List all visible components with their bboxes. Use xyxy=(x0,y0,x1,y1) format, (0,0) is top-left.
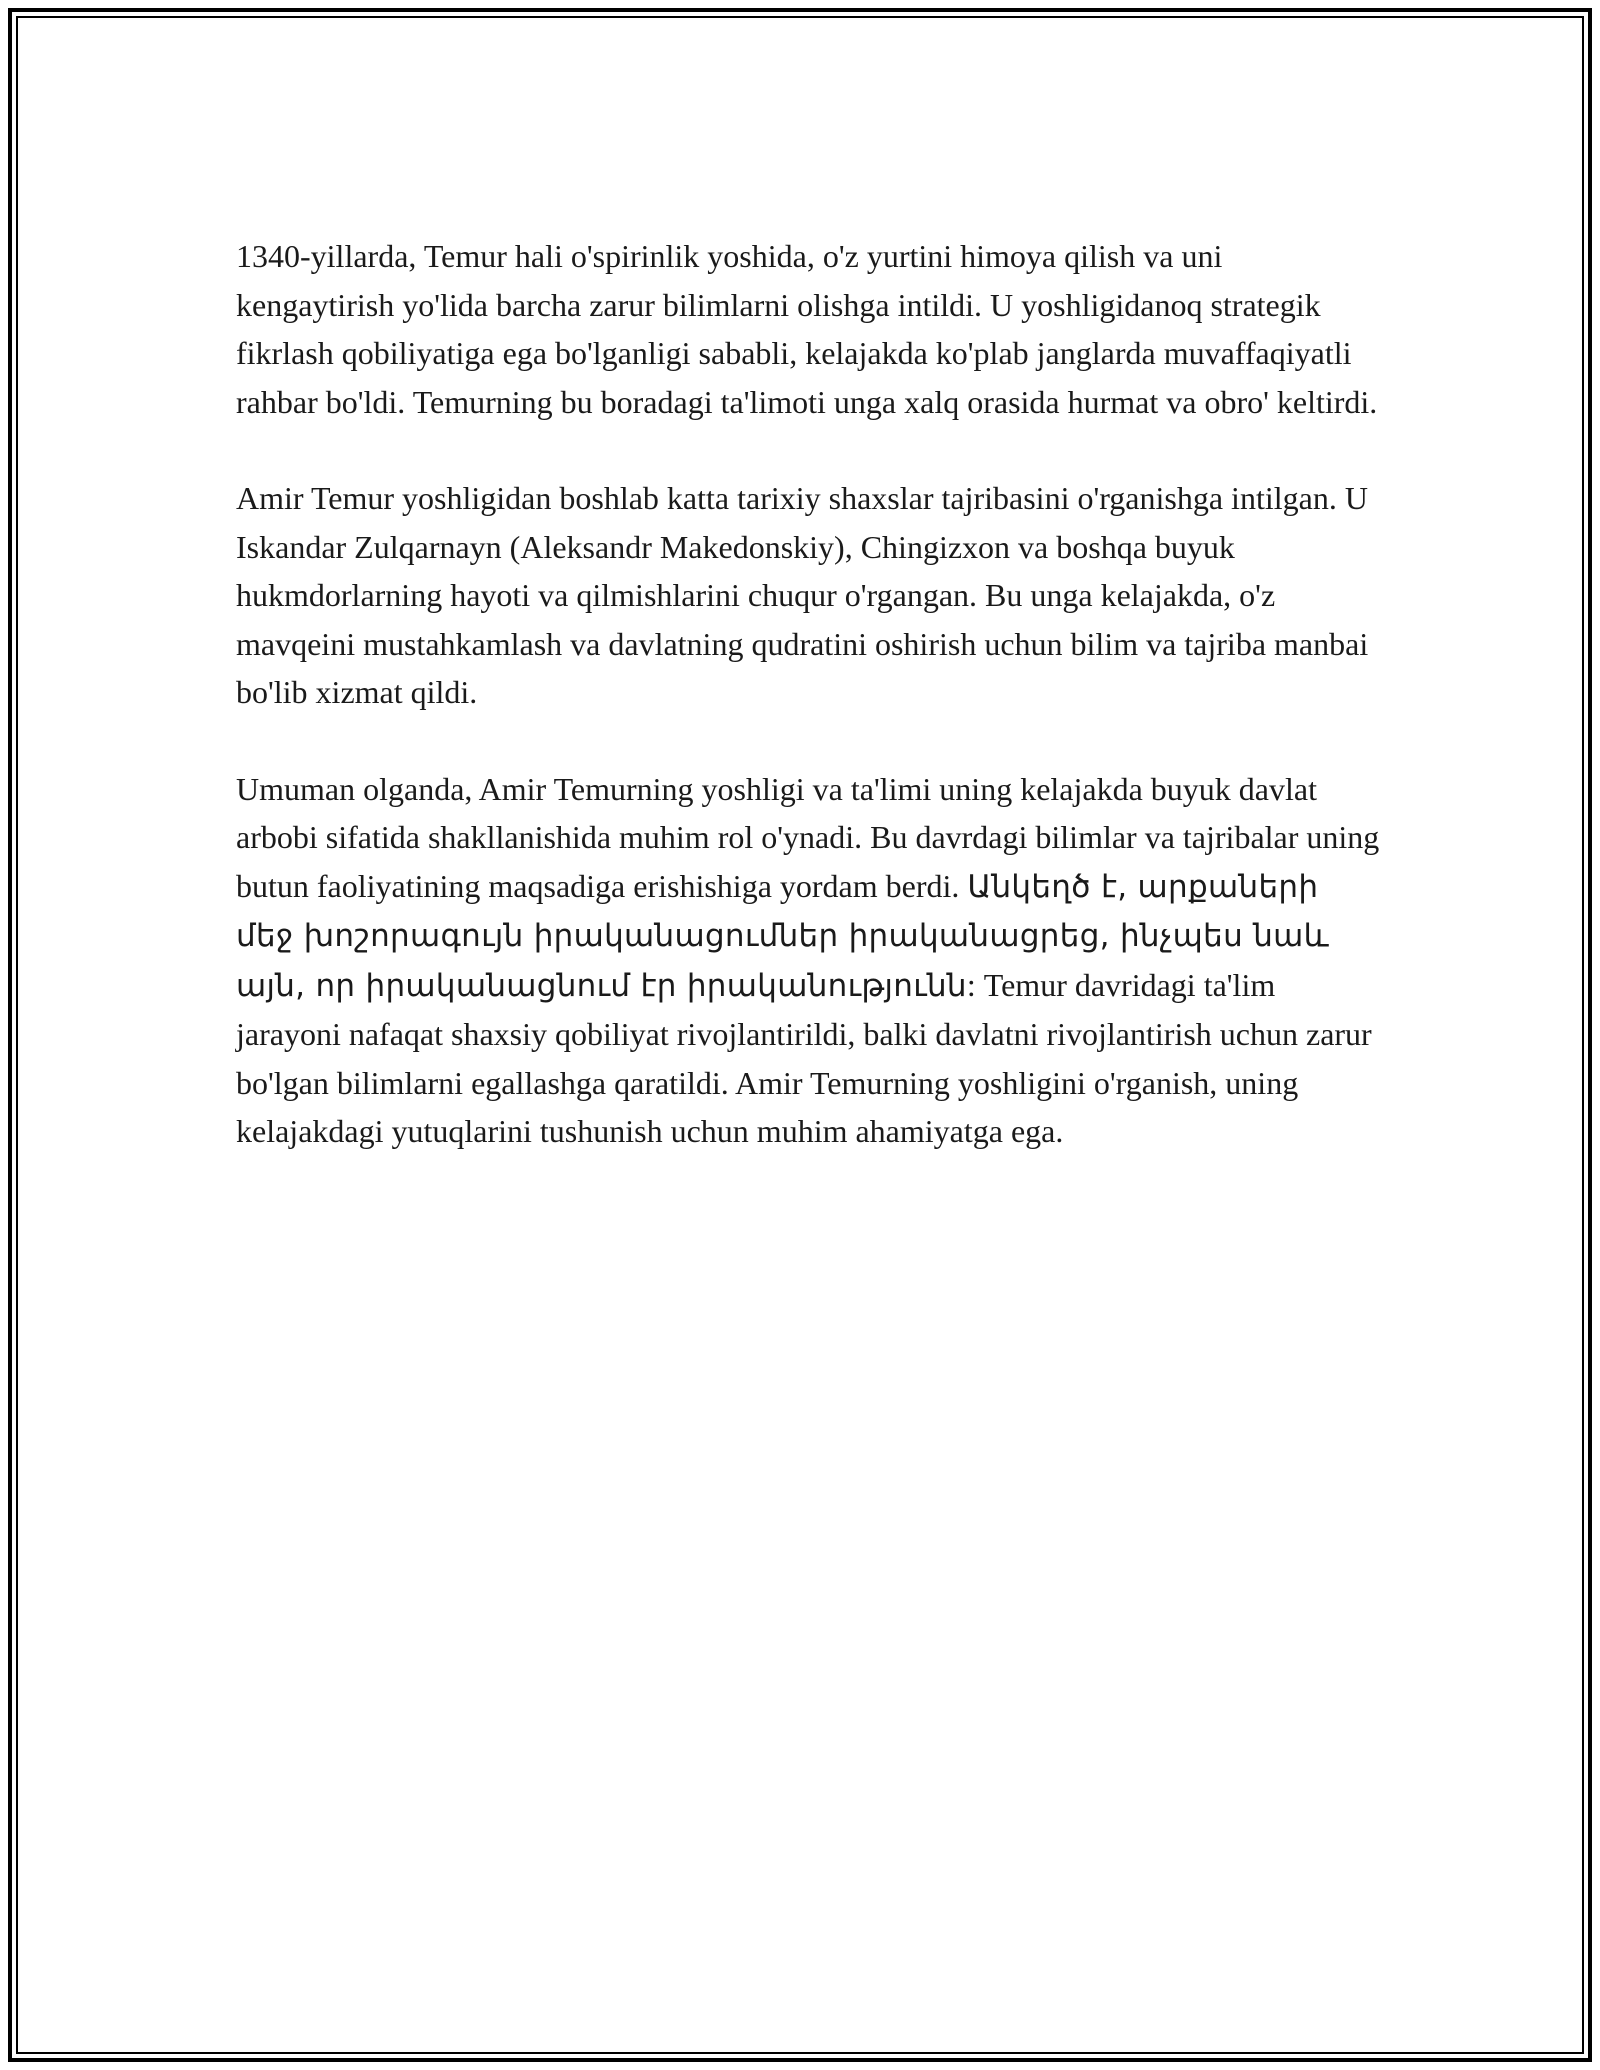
paragraph-2 xyxy=(236,474,1386,717)
paragraph-1-text: 1340-yillarda, Temur hali o'spirinlik yoshida, o'z yurtini himoya qilish va uni kengaytirish yo'lida barcha zarur bilimlarni olishga intildi. U yoshligidanoq strategik fikrlash qobiliyatiga ega bo'lganligi sababli, kelajakda ko'plab janglarda muvaffaqiyatli rahbar bo'ldi. Temurning bu boradagi ta'limoti unga xalq orasida hurmat va obro' keltirdi. xyxy=(236,238,1378,420)
paragraph-3-text-after: : Temur davridagi ta'lim jarayoni nafaqat shaxsiy qobiliyat rivojlantirildi, balki davlatni rivojlantirish uchun zarur bo'lgan bilimlarni egallashga qaratildi. Amir Temurning yoshligini o'rganish, uning kelajakdagi yutuqlarini tushunish uchun muhim ahamiyatga ega. xyxy=(236,966,1372,1149)
paragraph-1 xyxy=(236,232,1386,426)
paragraph-3-text-before: Umuman olganda, Amir Temurning yoshligi va ta'limi uning kelajakda buyuk davlat arbobi sifatida shakllanishida muhim rol o'ynadi. Bu davrdagi bilimlar va tajribalar uning butun faoliyatining maqsadiga erishishiga yordam berdi. xyxy=(236,770,1380,904)
paragraph-2-text: Amir Temur yoshligidan boshlab katta tarixiy shaxslar tajribasini o'rganishga intilgan. U Iskandar Zulqarnayn (Aleksandr Makedonskiy), Chingizxon va boshqa buyuk hukmdorlarning hayoti va qilmishlarini chuqur o'rgangan. Bu unga kelajakda, o'z mavqeini mustahkamlash va davlatning qudratini oshirish uchun bilim va tajriba manbai bo'lib xizmat qildi. xyxy=(236,480,1369,710)
document-body xyxy=(236,232,1386,1204)
paragraph-3-armenian-text: Անկեղծ է, արքաների մեջ խոշորագույն իրականացումներ իրականացրեց, ինչպես նաև այն, որ իրականացնում էր իրականությունն xyxy=(236,868,1330,1004)
paragraph-3 xyxy=(236,765,1386,1156)
